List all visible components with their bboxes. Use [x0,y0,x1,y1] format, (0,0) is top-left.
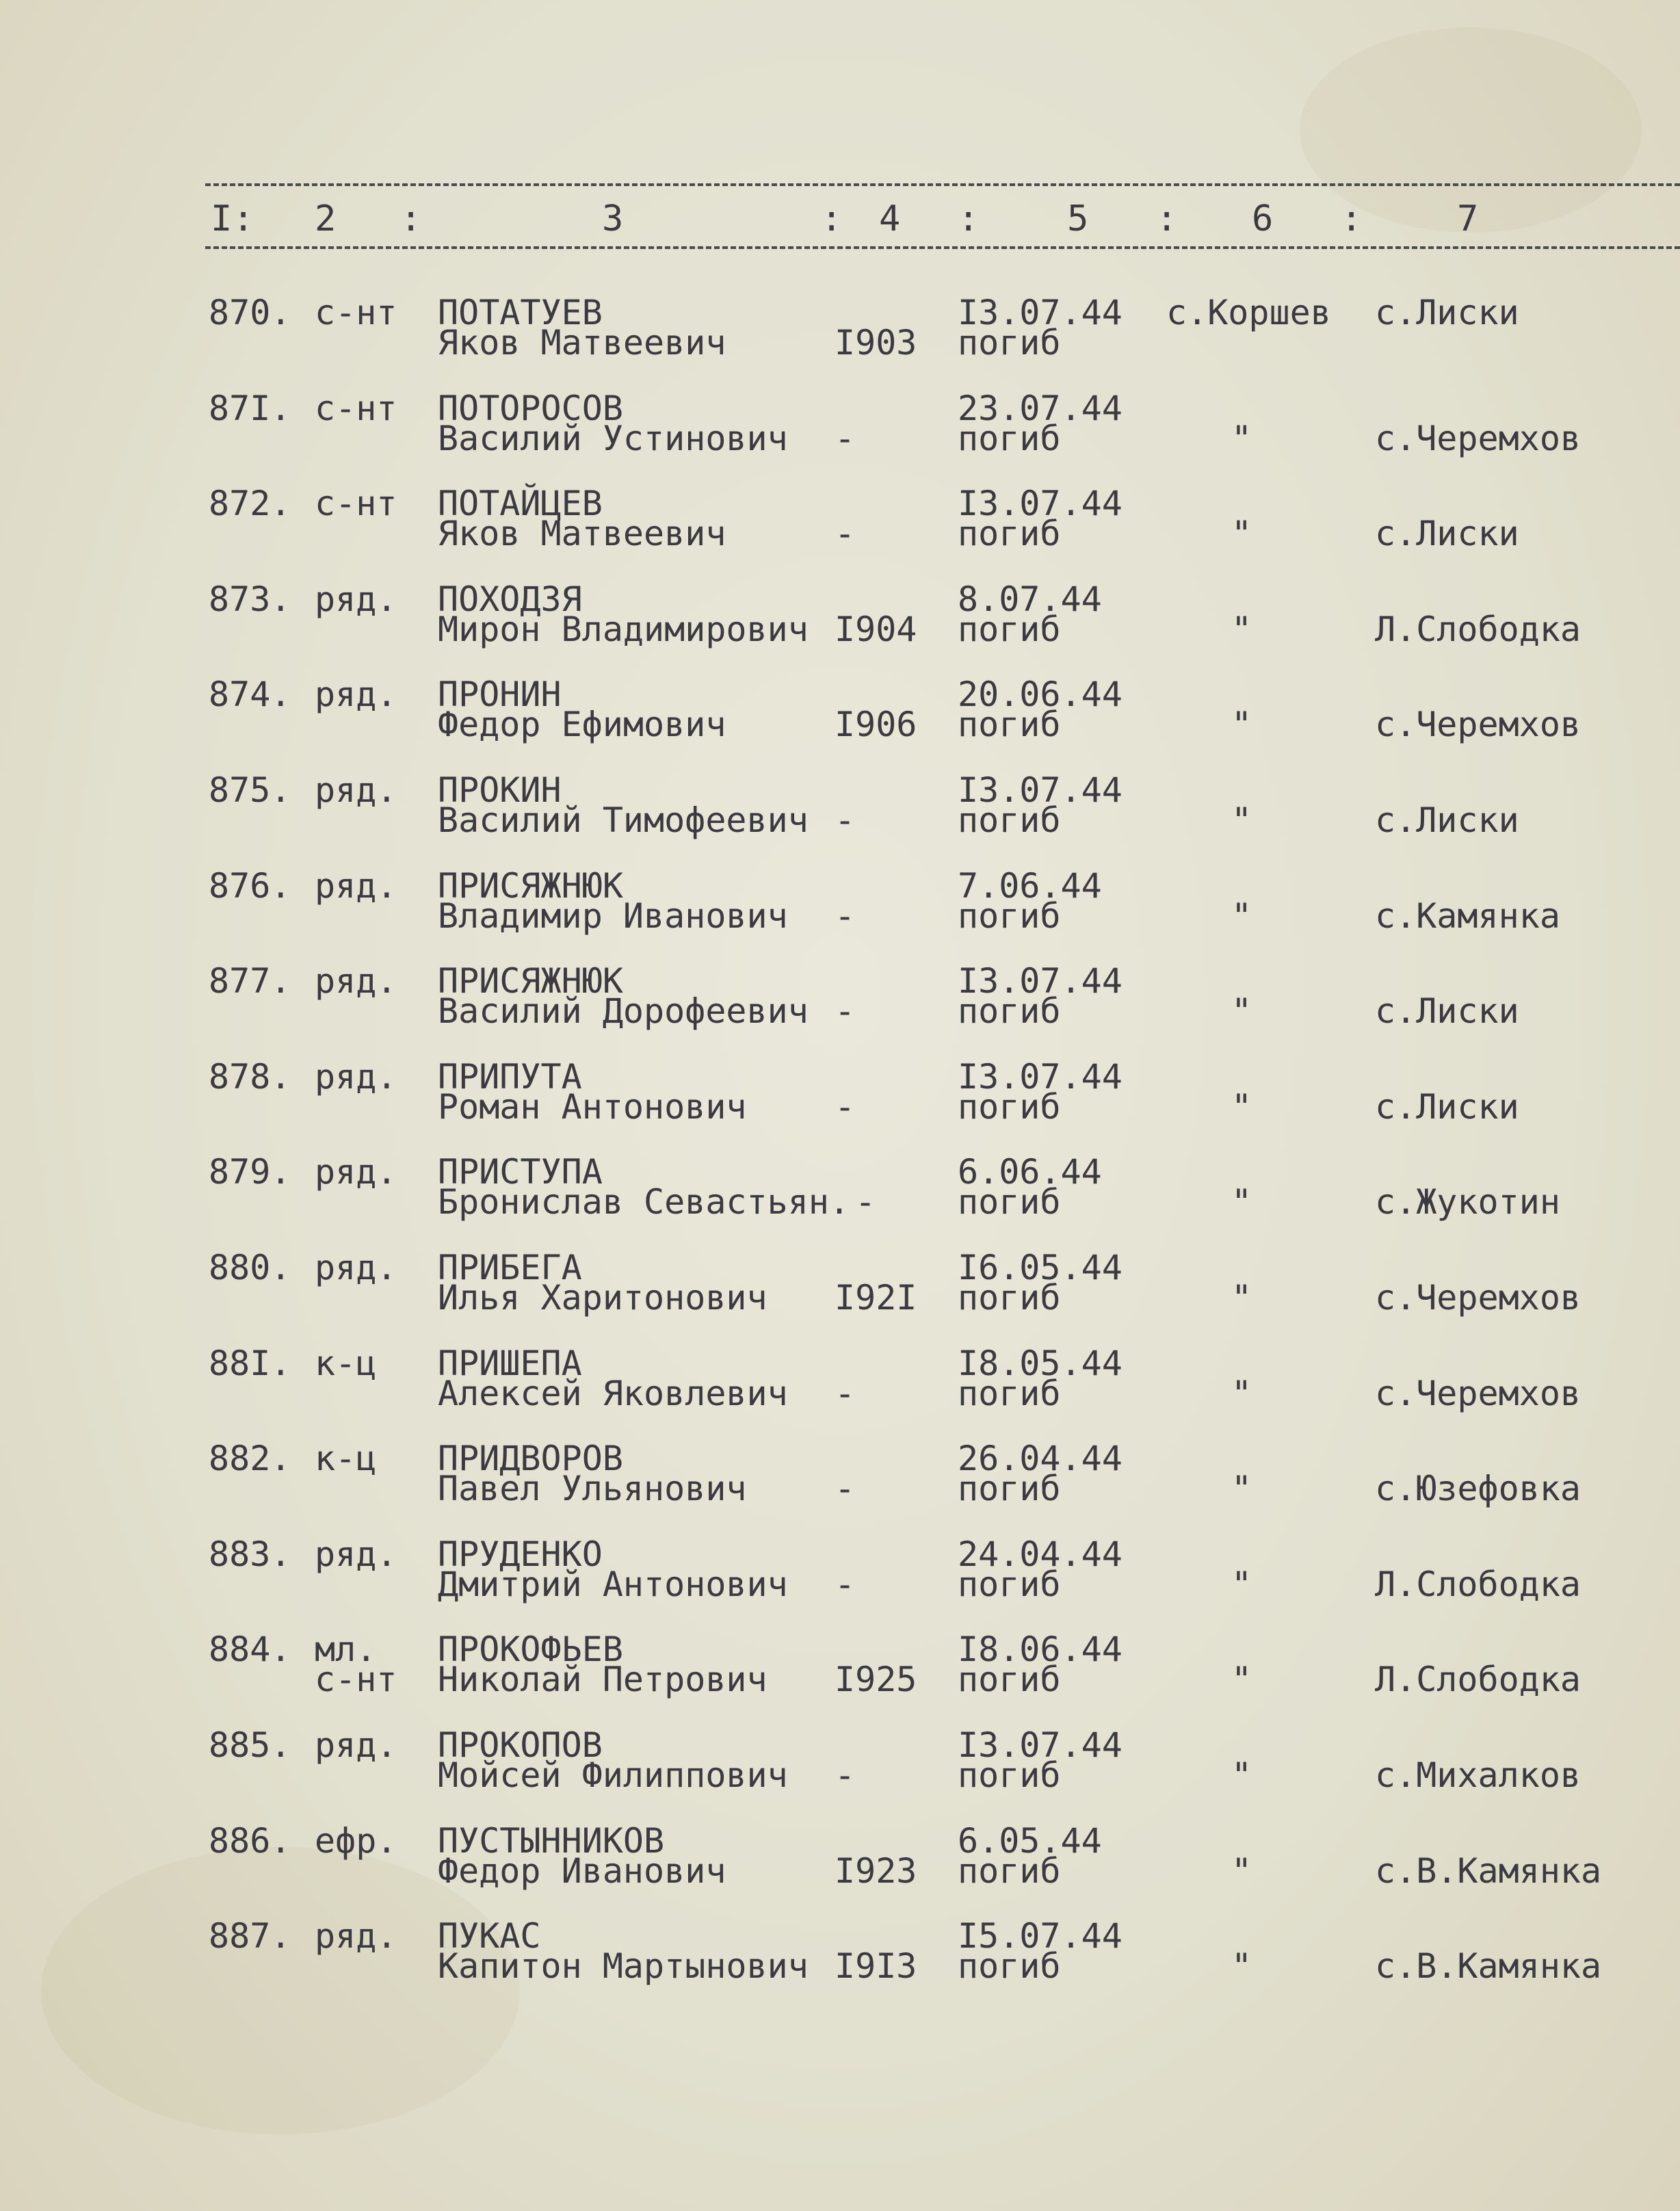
record-rank: к-ц [315,1439,377,1479]
record-row [0,864,1680,960]
record-status: погиб [958,991,1061,1032]
record-row [0,1819,1680,1915]
record-given-name: Роман Антонович [438,1086,747,1127]
record-death-date: I8.06.44 [958,1630,1123,1670]
record-ditto-mark: " [1231,1660,1252,1700]
record-given-name: Федор Ефимович [438,705,726,745]
record-row [0,959,1680,1055]
record-surname: ПРИСЯЖНЮК [438,961,623,1002]
record-death-date: 8.07.44 [958,579,1102,619]
record-death-date: I6.05.44 [958,1247,1123,1287]
record-home-village: с.В.Камянка [1375,1946,1602,1987]
record-surname: ПРУДЕНКО [438,1534,603,1574]
record-home-village: с.Черемхов [1375,1373,1581,1413]
header-col-6: 6 [1252,198,1274,239]
record-birth-year: I904 [835,609,917,649]
record-status: погиб [958,1755,1061,1795]
record-birth-year: - [835,418,856,458]
record-rank: с-нт [315,293,397,332]
record-home-village: с.Черемхов [1375,1277,1581,1318]
record-given-name: Мойсей Филиппович [438,1755,788,1795]
record-given-name: Мирон Владимирович [438,609,809,649]
record-home-village: с.Камянка [1375,895,1560,936]
record-number: 873. [209,579,291,619]
record-burial-place: с.Коршев [1166,293,1331,332]
header-separator: : [821,198,843,239]
record-number: 872. [209,484,291,524]
record-rank: ряд. [315,1916,397,1957]
record-surname: ПРИСТУПА [438,1152,603,1192]
record-status: погиб [958,1373,1061,1413]
record-status: погиб [958,418,1061,458]
record-death-date: I8.05.44 [958,1343,1123,1383]
record-ditto-mark: " [1231,991,1252,1032]
record-birth-year: I923 [835,1850,917,1891]
record-row [0,1723,1680,1819]
record-ditto-mark: " [1231,1469,1252,1509]
record-death-date: 7.06.44 [958,865,1102,906]
record-home-village: с.Черемхов [1375,705,1581,745]
record-number: 874. [209,675,291,715]
record-rank: ряд. [315,675,397,715]
record-given-name: Владимир Иванович [438,895,788,936]
record-number: 879. [209,1152,291,1192]
record-birth-year: - [835,1086,856,1127]
record-ditto-mark: " [1231,800,1252,840]
record-rank: к-ц [315,1343,377,1383]
record-number: 885. [209,1725,291,1765]
record-birth-year: - [835,514,856,554]
record-death-date: 20.06.44 [958,675,1123,715]
record-status: погиб [958,705,1061,745]
record-birth-year: - [855,1182,876,1222]
record-rank: ряд. [315,1247,397,1287]
record-row [0,1150,1680,1246]
record-surname: ПРОКОФЬЕВ [438,1630,623,1670]
record-death-date: 6.06.44 [958,1152,1102,1192]
record-number: 887. [209,1916,291,1957]
header-separator: : [958,198,980,239]
record-ditto-mark: " [1231,1182,1252,1222]
record-surname: ПРИДВОРОВ [438,1439,623,1479]
record-given-name: Яков Матвеевич [438,323,726,363]
record-home-village: с.Михалков [1375,1755,1581,1795]
record-birth-year: I9I3 [835,1946,917,1987]
record-status: погиб [958,323,1061,363]
record-given-name: Илья Харитонович [438,1277,767,1318]
header-col-1: I [211,198,233,239]
record-row [0,1055,1680,1151]
record-home-village: с.Лиски [1375,514,1519,554]
header-col-2: 2 [315,198,337,239]
record-home-village: Л.Слободка [1375,609,1581,649]
record-number: 883. [209,1534,291,1574]
header-separator: : [1341,198,1363,239]
record-surname: ПРОНИН [438,675,562,715]
record-rank: с-нт [315,484,397,524]
record-rank: ефр. [315,1820,397,1861]
record-given-name: Павел Ульянович [438,1469,747,1509]
record-surname: ПРИПУТА [438,1056,582,1097]
header-separator: : [400,198,422,239]
record-rank: с-нт [315,388,397,428]
record-home-village: с.Лиски [1375,800,1519,840]
record-rank: ряд. [315,865,397,906]
record-row [0,1246,1680,1342]
record-home-village: с.Лиски [1375,293,1519,332]
record-row [0,291,1680,387]
record-birth-year: I92I [835,1277,917,1318]
record-ditto-mark: " [1231,418,1252,458]
record-ditto-mark: " [1231,705,1252,745]
record-surname: ПОТОРОСОВ [438,388,623,428]
record-surname: ПОТАТУЕВ [438,293,603,332]
record-row [0,387,1680,482]
record-ditto-mark: " [1231,1946,1252,1987]
record-number: 877. [209,961,291,1002]
record-rank: ряд. [315,579,397,619]
header-col-7: 7 [1457,198,1479,239]
record-status: погиб [958,1469,1061,1509]
record-rank: ряд. [315,1725,397,1765]
record-ditto-mark: " [1231,1086,1252,1127]
record-given-name: Василий Устинович [438,418,788,458]
record-birth-year: I925 [835,1660,917,1700]
record-death-date: 24.04.44 [958,1534,1123,1574]
record-death-date: 26.04.44 [958,1439,1123,1479]
record-death-date: I3.07.44 [958,1725,1123,1765]
record-number: 876. [209,865,291,906]
record-home-village: с.Жукотин [1375,1182,1560,1222]
record-home-village: с.Черемхов [1375,418,1581,458]
record-birth-year: - [835,991,856,1032]
record-status: погиб [958,1946,1061,1987]
record-surname: ПУКАС [438,1916,541,1957]
record-row [0,482,1680,577]
record-birth-year: - [835,1373,856,1413]
record-status: погиб [958,1660,1061,1700]
record-row [0,1627,1680,1723]
record-number: 884. [209,1630,291,1670]
table-header [205,198,1680,249]
record-number: 88I. [209,1343,291,1383]
record-ditto-mark: " [1231,1277,1252,1318]
record-home-village: Л.Слободка [1375,1564,1581,1604]
record-birth-year: - [835,1755,856,1795]
record-number: 882. [209,1439,291,1479]
record-status: погиб [958,1182,1061,1222]
record-status: погиб [958,895,1061,936]
record-home-village: с.Юзефовка [1375,1469,1581,1509]
header-col-5: 5 [1067,198,1089,239]
record-death-date: I3.07.44 [958,961,1123,1002]
record-ditto-mark: " [1231,1564,1252,1604]
record-row [0,1437,1680,1532]
record-surname: ПОТАЙЦЕВ [438,484,603,524]
record-surname: ПРИСЯЖНЮК [438,865,623,906]
record-surname: ПОХОДЗЯ [438,579,582,619]
record-status: погиб [958,1277,1061,1318]
record-number: 875. [209,770,291,810]
record-given-name: Николай Петрович [438,1660,767,1700]
record-given-name: Василий Тимофеевич [438,800,809,840]
record-ditto-mark: " [1231,1373,1252,1413]
header-top-dash-line [205,183,1680,186]
record-number: 878. [209,1056,291,1097]
record-birth-year: - [835,800,856,840]
record-ditto-mark: " [1231,609,1252,649]
record-surname: ПРОКИН [438,770,562,810]
record-status: погиб [958,1086,1061,1127]
header-separator: : [1156,198,1178,239]
record-ditto-mark: " [1231,1755,1252,1795]
record-rank: мл. [315,1630,377,1670]
record-birth-year: - [835,1564,856,1604]
record-given-name: Василий Дорофеевич [438,991,809,1032]
record-status: погиб [958,514,1061,554]
record-status: погиб [958,1850,1061,1891]
record-birth-year: I903 [835,323,917,363]
record-surname: ПРОКОПОВ [438,1725,603,1765]
record-given-name: Бронислав Севастьян. [438,1182,850,1222]
record-surname: ПРИБЕГА [438,1247,582,1287]
record-death-date: I3.07.44 [958,293,1123,332]
record-given-name: Дмитрий Антонович [438,1564,788,1604]
record-number: 87I. [209,388,291,428]
record-row [0,672,1680,768]
record-status: погиб [958,1564,1061,1604]
record-given-name: Капитон Мартынович [438,1946,809,1987]
record-death-date: I3.07.44 [958,1056,1123,1097]
record-home-village: с.Лиски [1375,1086,1519,1127]
record-ditto-mark: " [1231,895,1252,936]
record-death-date: I3.07.44 [958,770,1123,810]
record-given-name: Федор Иванович [438,1850,726,1891]
record-row [0,577,1680,673]
record-rank: ряд. [315,1152,397,1192]
record-ditto-mark: " [1231,514,1252,554]
record-status: погиб [958,800,1061,840]
record-row [0,768,1680,864]
header-separator: : [233,198,254,239]
record-birth-year: - [835,895,856,936]
record-surname: ПРИШЕПА [438,1343,582,1383]
record-death-date: 23.07.44 [958,388,1123,428]
record-home-village: с.Лиски [1375,991,1519,1032]
record-death-date: 6.05.44 [958,1820,1102,1861]
record-given-name: Алексей Яковлевич [438,1373,788,1413]
record-birth-year: - [835,1469,856,1509]
record-rank: ряд. [315,961,397,1002]
record-birth-year: I906 [835,705,917,745]
record-ditto-mark: " [1231,1850,1252,1891]
records-list [0,291,1680,2010]
record-rank: ряд. [315,1534,397,1574]
header-col-3: 3 [602,198,624,239]
record-death-date: I5.07.44 [958,1916,1123,1957]
record-number: 886. [209,1820,291,1861]
record-home-village: Л.Слободка [1375,1660,1581,1700]
record-rank: ряд. [315,1056,397,1097]
record-row [0,1532,1680,1628]
record-rank: ряд. [315,770,397,810]
record-given-name: Яков Матвеевич [438,514,726,554]
record-row [0,1342,1680,1437]
record-number: 870. [209,293,291,332]
record-row [0,1914,1680,2010]
record-number: 880. [209,1247,291,1287]
record-home-village: с.В.Камянка [1375,1850,1602,1891]
record-death-date: I3.07.44 [958,484,1123,524]
header-col-4: 4 [879,198,901,239]
record-rank-line-2: с-нт [315,1660,397,1700]
record-status: погиб [958,609,1061,649]
record-surname: ПУСТЫННИКОВ [438,1820,665,1861]
